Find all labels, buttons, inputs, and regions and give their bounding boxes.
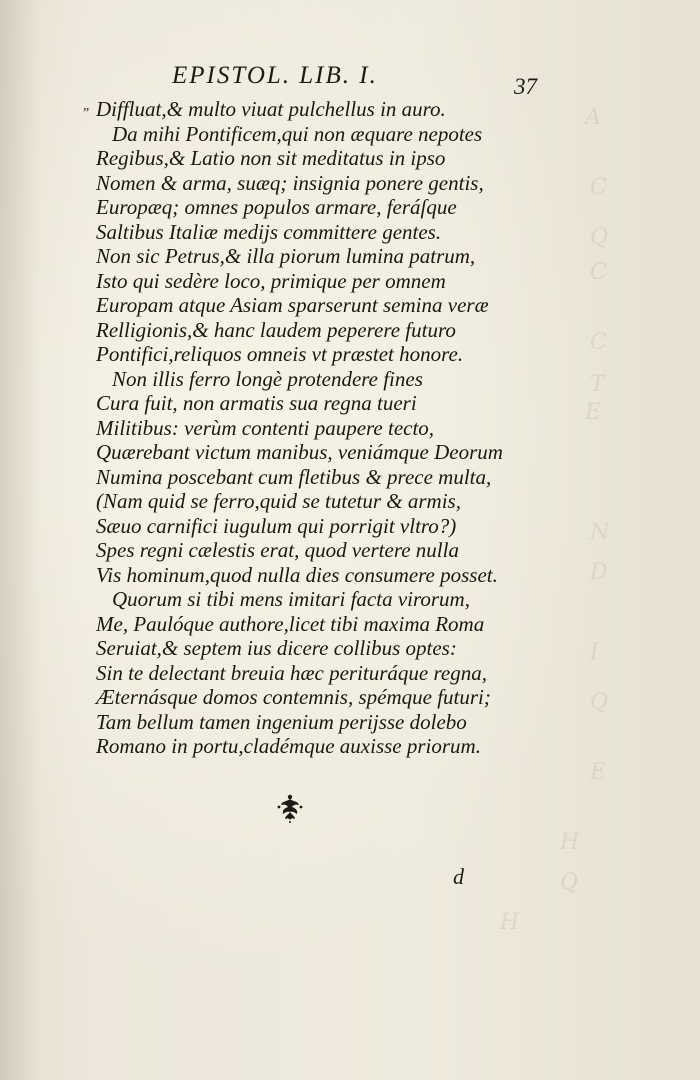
verse-line: (Nam quid se ferro,quid se tutetur & armis,: [96, 489, 461, 513]
verse-line: Isto qui sedère loco, primique per omnem: [96, 268, 446, 293]
verse-line: Sin te delectant breuia hæc perituráque regna,: [96, 660, 487, 685]
verse-line: Cura fuit, non armatis sua regna tueri: [96, 391, 417, 415]
verse-line: Quorum si tibi mens imitari facta virorum,: [112, 587, 470, 611]
verse-line: Seruiat,& septem ius dicere collibus optes:: [96, 636, 457, 660]
verse-line: Æternásque domos contemnis, spémque futuri;: [96, 685, 491, 709]
verse-line: Diffluat,& multo viuat pulchellus in auro.: [96, 97, 446, 121]
verse-line: Non illis ferro longè protendere fines: [112, 366, 423, 391]
verse-line: Regibus,& Latio non sit meditatus in ipso: [96, 146, 446, 170]
verse-text: [96, 97, 503, 759]
verse-line: Vis hominum,quod nulla dies consumere posset.: [96, 562, 498, 587]
verse-line: Me, Paulóque authore,licet tibi maxima Roma: [96, 611, 485, 636]
quotation-mark: ”: [83, 106, 90, 121]
signature-mark: d: [453, 864, 464, 889]
verse-line: Non sic Petrus,& illa piorum lumina patrum,: [96, 244, 476, 268]
verse-line: Militibus: verùm contenti paupere tecto,: [96, 415, 435, 440]
verse-line: Nomen & arma, suæq; insignia ponere gentis,: [96, 170, 484, 195]
verse-line: Saltibus Italiæ medijs committere gentes.: [96, 219, 442, 244]
verse-line: Numina poscebant cum fletibus & prece multa,: [96, 464, 492, 489]
running-title: EPISTOL. LIB. I.: [172, 62, 378, 89]
gutter-shadow: [0, 0, 40, 1080]
verse-line: Da mihi Pontificem,qui non æquare nepotes: [112, 121, 483, 146]
verse-line: Tam bellum tamen ingenium perijsse dolebo: [96, 709, 467, 734]
verse-line: Quærebant victum manibus, veniámque Deorum: [96, 440, 503, 464]
verse-line: Pontifici,reliquos omneis vt præstet honore.: [96, 342, 464, 366]
verse-line: Relligionis,& hanc laudem peperere futuro: [96, 317, 456, 342]
fleuron-icon: [276, 793, 304, 823]
verse-line: Spes regni cælestis erat, quod vertere nulla: [96, 538, 459, 562]
verse-line: Romano in portu,cladémque auxisse priorum.: [96, 734, 481, 758]
verse-line: Sæuo carnifici iugulum qui porrigit vltro?): [96, 513, 457, 538]
page-number: 37: [514, 74, 537, 99]
verse-line: Europæq; omnes populos armare, feráſque: [96, 195, 457, 219]
verso-show-through: A C Q C C T E N D I Q E H Q H: [500, 105, 610, 935]
verse-line: Europam atque Asiam sparserunt semina veræ: [96, 293, 489, 317]
